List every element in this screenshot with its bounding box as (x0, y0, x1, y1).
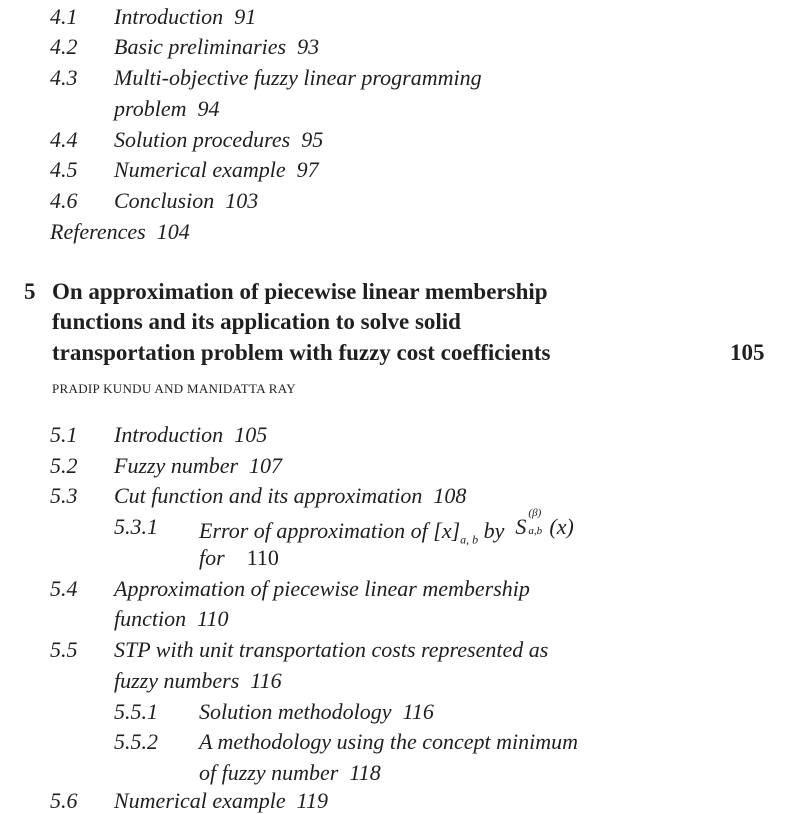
section-title: Fuzzy number (114, 453, 239, 478)
references-page: 104 (156, 219, 190, 244)
section-number: 4.6 (50, 188, 78, 213)
section-number: 4.5 (50, 157, 78, 182)
section-title-line2: problem (114, 96, 187, 121)
toc-entry-4-4 (50, 127, 324, 153)
chapter-title-line1: On approximation of piecewise linear membership (52, 279, 548, 304)
section-page: 95 (301, 127, 324, 152)
section-number: 4.3 (50, 65, 78, 90)
subscript-ab2: a,b (528, 525, 543, 537)
section-page: 108 (433, 483, 467, 508)
section-title: Cut function and its approximation (114, 483, 423, 508)
section-title-line1: Approximation of piecewise linear membership (114, 576, 530, 601)
section-number: 5.4 (50, 576, 78, 601)
toc-entry-5-3 (50, 483, 467, 509)
toc-entry-5-2 (50, 453, 283, 479)
toc-entry-4-6 (50, 188, 259, 214)
section-page: 93 (297, 34, 320, 59)
toc-entry-5-4 (50, 576, 530, 602)
section-title-line2: of fuzzy number (199, 760, 339, 785)
toc-entry-5-5 (50, 637, 549, 663)
section-title-line2: fuzzy numbers (114, 668, 240, 693)
chapter-title-line3: transportation problem with fuzzy cost coefficients (52, 340, 551, 365)
section-title-line1: A methodology using the concept minimum (199, 729, 579, 754)
section-number: 5.3.1 (114, 514, 158, 539)
toc-entry-5-5-cont (114, 668, 282, 694)
section-title: Solution procedures (114, 127, 291, 152)
toc-entry-4-5 (50, 157, 319, 183)
section-page: 97 (296, 157, 319, 182)
section-title-line1: STP with unit transportation costs represented as (114, 637, 549, 662)
error-text: Error of approximation of [x] (199, 518, 461, 543)
section-title: Introduction (114, 422, 224, 447)
toc-entry-4-2 (50, 34, 320, 60)
chapter-title-line2: functions and its application to solve solid (52, 309, 461, 334)
toc-entry-5-1 (50, 422, 268, 448)
chapter-authors: PRADIP KUNDU AND MANIDATTA RAY (52, 381, 296, 396)
section-page: 118 (349, 760, 381, 785)
toc-entry-4-3-cont (114, 96, 220, 122)
references-title: References (50, 219, 146, 244)
toc-entry-5-5-2-cont (199, 760, 381, 786)
toc-entry-references (50, 219, 190, 245)
chapter-page: 105 (730, 340, 765, 365)
by-text: by (483, 518, 505, 543)
section-number: 4.2 (50, 34, 78, 59)
toc-entry-4-1 (50, 4, 257, 30)
section-page: 119 (296, 788, 329, 813)
section-page: 110 (197, 606, 229, 631)
section-title: Basic preliminaries (114, 34, 287, 59)
toc-entry-5-3-1-cont (199, 545, 279, 571)
for-text: for (199, 545, 225, 570)
section-title: Numerical example (114, 157, 286, 182)
section-title: Introduction (114, 4, 224, 29)
section-title-math (199, 507, 574, 547)
section-number: 5.5.2 (114, 729, 158, 754)
section-page: 105 (234, 422, 268, 447)
toc-entry-5-4-cont (114, 606, 228, 632)
toc-entry-5-6 (50, 788, 329, 814)
subscript-ab: a, b (460, 532, 479, 547)
toc-entry-5-3-1 (114, 507, 574, 547)
section-page: 116 (250, 668, 282, 693)
section-title-line2: function (114, 606, 187, 631)
section-title-line1: Multi-objective fuzzy linear programming (114, 65, 482, 90)
s-letter: S (515, 514, 527, 539)
section-page: 110 (246, 545, 279, 570)
section-page: 116 (402, 699, 434, 724)
section-number: 4.1 (50, 4, 78, 29)
section-number: 5.6 (50, 788, 78, 813)
toc-entry-5-5-2 (114, 729, 579, 755)
section-number: 5.5 (50, 637, 78, 662)
toc-entry-4-3 (50, 65, 482, 91)
section-number: 5.1 (50, 422, 78, 447)
section-number: 4.4 (50, 127, 78, 152)
section-page: 107 (249, 453, 283, 478)
toc-entry-5-5-1 (114, 699, 434, 725)
superscript-beta: (β) (528, 507, 542, 519)
x-argument: (x) (549, 514, 574, 539)
s-function-symbol (515, 507, 574, 539)
section-page: 103 (225, 188, 259, 213)
chapter-number: 5 (24, 279, 36, 304)
section-title: Numerical example (114, 788, 286, 813)
section-title: Conclusion (114, 188, 215, 213)
section-title: Solution methodology (199, 699, 392, 724)
section-page: 94 (197, 96, 220, 121)
section-number: 5.5.1 (114, 699, 158, 724)
section-page: 91 (234, 4, 257, 29)
section-number: 5.3 (50, 483, 78, 508)
section-number: 5.2 (50, 453, 78, 478)
